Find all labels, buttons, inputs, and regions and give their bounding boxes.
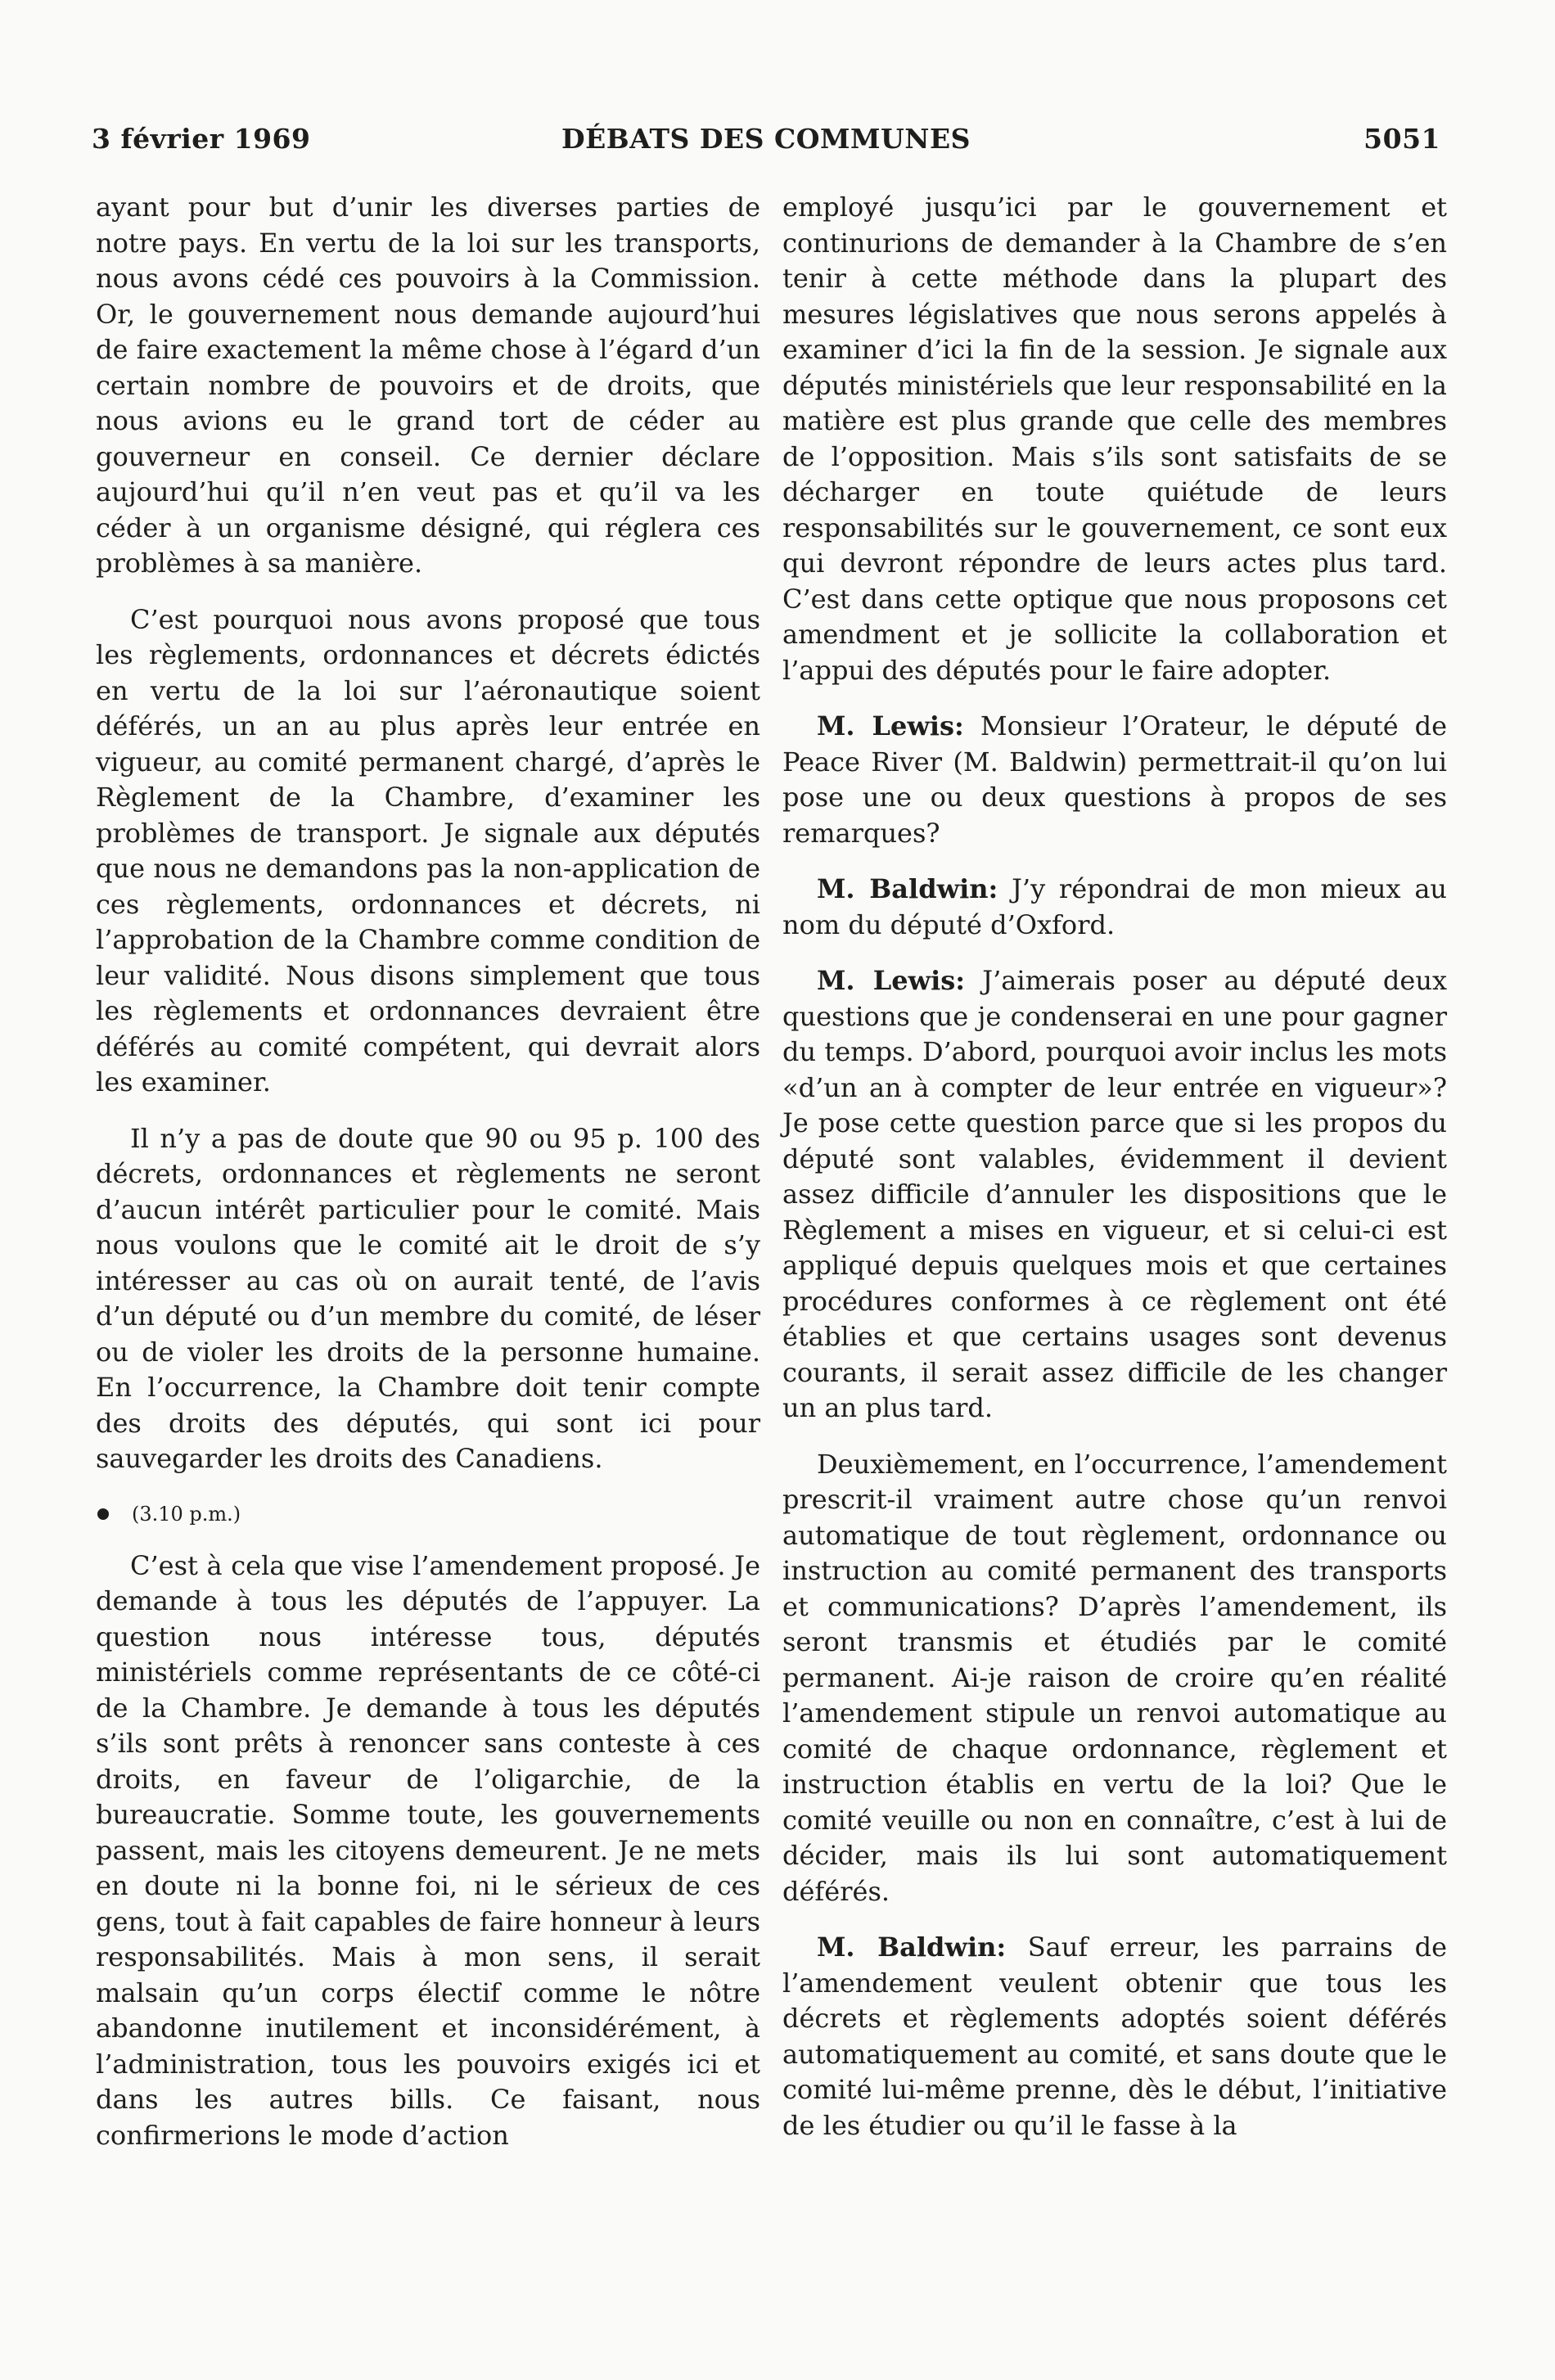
speech-paragraph bbox=[782, 963, 1447, 1427]
paragraph: Il n’y a pas de doute que 90 ou 95 p. 100 des décrets, ordonnances et règlements ne seront d’aucun intérêt particulier pour le comité. Mais nous voulons que le comité ait le droit de s’y intéresser au cas où on aurait tenté, de l’avis d’un député ou d’un membre du comité, de léser ou de violer les droits de la personne humaine. En l’occurrence, la Chambre doit tenir compte des droits des députés, qui sont ici pour sauvegarder les droits des Canadiens. bbox=[96, 1122, 760, 1474]
timestamp-marker bbox=[96, 1498, 760, 1530]
page-number: 5051 bbox=[1363, 123, 1440, 155]
paragraph: Deuxièmement, en l’occurrence, l’amendement prescrit-il vraiment autre chose qu’un renvoi automatique de tout règlement, ordonnance ou instruction au comité permanent des transports et communications? D’après l’amendement, ils seront transmis et étudiés par le comité permanent. Ai-je raison de croire qu’en réalité l’amendement stipule un renvoi automatique au comité de chaque ordonnance, règlement et instruction établis en vertu de la loi? Que le comité veuille ou non en connaître, c’est à lui de décider, mais ils lui sont automatiquement déférés. bbox=[782, 1448, 1447, 1907]
speech-paragraph bbox=[782, 1930, 1447, 2143]
speaker-name: M. Baldwin: bbox=[817, 1931, 1007, 1963]
speaker-name: M. Lewis: bbox=[817, 710, 964, 741]
paragraph: C’est à cela que vise l’amendement proposé. Je demande à tous les députés de l’appuyer. La question nous intéresse tous, députés ministériels comme représentants de ce côté-ci de la Chambre. Je demande à tous les députés s’ils sont prêts à renoncer sans conteste à ces droits, en faveur de l’oligarchie, de la bureaucratie. Somme toute, les gouvernements passent, mais les citoyens demeurent. Je ne mets en doute ni la bonne foi, ni le sérieux de ces gens, tout à fait capables de faire honneur à leurs responsabilités. Mais à mon sens, il serait malsain qu’un corps électif comme le nôtre abandonne inutilement et inconsidérément, à l’administration, tous les pouvoirs exigés ici et dans les autres bills. Ce faisant, nous confirmerions le mode d’action bbox=[96, 1549, 760, 2151]
speech-text: J’y répondrai de mon mieux au nom du député d’Oxford. bbox=[782, 873, 1448, 940]
paragraph: C’est pourquoi nous avons proposé que tous les règlements, ordonnances et décrets édictés en vertu de la loi sur l’aéronautique soient déférés, un an au plus après leur entrée en vigueur, au comité permanent chargé, d’après le Règlement de la Chambre, d’examiner les problèmes de transport. Je signale aux députés que nous ne demandons pas la non-application de ces règlements, ordonnances et décrets, ni l’approbation de la Chambre comme condition de leur validité. Nous disons simplement que tous les règlements et ordonnances devraient être déférés au comité compétent, qui devrait alors les examiner. bbox=[96, 603, 760, 1098]
speech-text: Sauf erreur, les parrains de l’amendement veulent obtenir que tous les décrets et règlements adoptés soient déférés automatiquement au comité, et sans doute que le comité lui-même prenne, dès le début, l’initiative de les étudier ou qu’il le fasse à la bbox=[782, 1931, 1447, 2141]
speech-paragraph bbox=[782, 872, 1447, 943]
header-date: 3 février 1969 bbox=[92, 123, 311, 155]
header-title: DÉBATS DES COMMUNES bbox=[561, 123, 971, 155]
page-header bbox=[92, 123, 1440, 172]
bullet-icon bbox=[97, 1508, 109, 1520]
speech-text: Monsieur l’Orateur, le député de Peace River (M. Baldwin) permettrait-il qu’on lui pose une ou deux questions à propos de ses remarques? bbox=[782, 710, 1448, 849]
speaker-name: M. Baldwin: bbox=[817, 873, 998, 904]
paragraph: ayant pour but d’unir les diverses parties de notre pays. En vertu de la loi sur les transports, nous avons cédé ces pouvoirs à la Commission. Or, le gouvernement nous demande aujourd’hui de faire exactement la même chose à l’égard d’un certain nombre de pouvoirs et de droits, que nous avions eu le grand tort de céder au gouverneur en conseil. Ce dernier déclare aujourd’hui qu’il n’en veut pas et qu’il va les céder à un organisme désigné, qui réglera ces problèmes à sa manière. bbox=[96, 192, 760, 579]
paragraph: employé jusqu’ici par le gouvernement et continurions de demander à la Chambre de s’en tenir à cette méthode dans la plupart des mesures législatives que nous serons appelés à examiner d’ici la fin de la session. Je signale aux députés ministériels que leur responsabilité en la matière est plus grande que celle des membres de l’opposition. Mais s’ils sont satisfaits de se décharger en toute quiétude de leurs responsabilités sur le gouvernement, ce sont eux qui devront répondre de leurs actes plus tard. C’est dans cette optique que nous proposons cet amendment et je sollicite la collaboration et l’appui des députés pour le faire adopter. bbox=[782, 192, 1447, 686]
speech-paragraph bbox=[782, 709, 1447, 851]
left-column bbox=[96, 190, 760, 2174]
right-column bbox=[782, 190, 1447, 2164]
timestamp: (3.10 p.m.) bbox=[132, 1502, 241, 1526]
speaker-name: M. Lewis: bbox=[817, 965, 966, 996]
speech-text: J’aimerais poser au député deux questions que je condenserai en une pour gagner du temps. D’abord, pourquoi avoir inclus les mots «d’un an à compter de leur entrée en vigueur»? Je pose cette question parce que si les propos du député sont valables, évidemment il devient assez difficile d’annuler les dispositions que le Règlement a mises en vigueur, et si celui-ci est appliqué depuis quelques mois et que certaines procédures conformes à ce règlement ont été établies et que certains usages sont devenus courants, il serait assez difficile de les changer un an plus tard. bbox=[782, 965, 1448, 1423]
